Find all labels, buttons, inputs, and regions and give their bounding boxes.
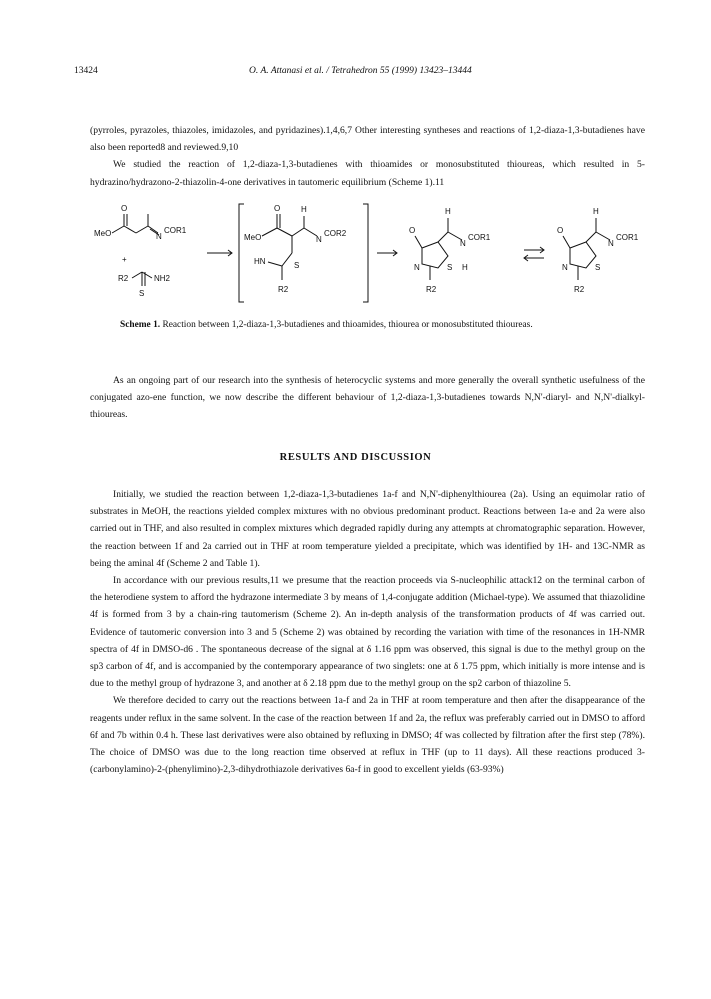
label-r2-3: R2 bbox=[426, 285, 437, 294]
label-o-2: O bbox=[274, 204, 281, 213]
label-o-3: O bbox=[409, 226, 416, 235]
label-n-ring-4: N bbox=[562, 263, 568, 272]
scheme-caption bbox=[120, 320, 533, 330]
label-meo-1: MeO bbox=[94, 229, 112, 238]
journal-citation: O. A. Attanasi et al. / Tetrahedron 55 (1999) 13423–13444 bbox=[249, 66, 472, 76]
label-cor1-1: COR1 bbox=[164, 226, 187, 235]
results-paragraph-2: In accordance with our previous results,11 we presume that the reaction proceeds via S-nucleophilic attack12 on the terminal carbon of the heterodiene system to afford the hydrazone intermediate 3 by means of 1,4-conjugate addition (Michael-type). We assumed that thiazolidine 4f is formed from 3 by a chain-ring tautomerism (Scheme 2). An in-depth analysis of the transformation products of 4f was carried out. Evidence of tautomeric conversion into 3 and 5 (Scheme 2) was obtained by recording the variation with time of the resonances in 1H-NMR spectra of 4f in DMSO-d6 . The spontaneous decrease of the signal at δ 1.16 ppm was observed, this signal is due to the methyl group on the sp3 carbon of 4f, and is accompanied by the contemporary appearance of two singlets: one at δ 1.75 ppm, which initially is more intense and is due to the methyl group of hydrazone 3, and another at δ 2.18 ppm due to the methyl group on the sp2 carbon of thiazoline 5. bbox=[90, 575, 645, 690]
label-r2-2: R2 bbox=[278, 285, 289, 294]
scheme-caption-text: Reaction between 1,2-diaza-1,3-butadienes and thioamides, thiourea or monosubstituted thioureas. bbox=[160, 320, 533, 330]
scheme-1-structures bbox=[92, 198, 642, 310]
label-h-3: H bbox=[445, 207, 451, 216]
label-h-2: H bbox=[301, 205, 307, 214]
label-n-2: N bbox=[316, 235, 322, 244]
label-n-3: N bbox=[460, 239, 466, 248]
label-cor2: COR2 bbox=[324, 229, 347, 238]
ongoing-paragraph: As an ongoing part of our research into the synthesis of heterocyclic systems and more generally the overall synthetic usefulness of the conjugated azo-ene function, we now describe the different behaviour of 1,2-diaza-1,3-butadienes towards N,N'-diaryl- and N,N'-dialkyl-thioureas. bbox=[90, 375, 645, 421]
ongoing-section bbox=[90, 372, 645, 424]
scheme-caption-label: Scheme 1. bbox=[120, 320, 161, 330]
label-s-3: S bbox=[447, 263, 453, 272]
label-o-4: O bbox=[557, 226, 564, 235]
label-n-ring-3: N bbox=[414, 263, 420, 272]
label-s-1: S bbox=[139, 289, 145, 298]
intro-paragraph-1: (pyrroles, pyrazoles, thiazoles, imidazoles, and pyridazines).1,4,6,7 Other interesting syntheses and reactions of 1,2-diaza-1,3-butadienes have also been reported8 and reviewed.9,10 bbox=[90, 125, 645, 154]
label-r2-4: R2 bbox=[574, 285, 585, 294]
results-paragraph-1: Initially, we studied the reaction between 1,2-diaza-1,3-butadienes 1a-f and N,N'-diphenylthiourea (2a). Using an equimolar ratio of substrates in MeOH, the reactions yielded complex mixtures with no obvious predominant product. Reactions between 1a-e and 2a were also carried out in THF, and also resulted in complex mixtures which degraded rapidly during any attempts at chromatographic separation. However, the reaction between 1f and 2a carried out in THF at room temperature yielded a precipitate, which was identified by 1H- and 13C-NMR as being the aminal 4f (Scheme 2 and Table 1). bbox=[90, 489, 645, 569]
label-h-3b: H bbox=[462, 263, 468, 272]
intro-paragraph-2: We studied the reaction of 1,2-diaza-1,3-butadienes with thioamides or monosubstituted thioureas, which resulted in 5-hydrazino/hydrazono-2-thiazolin-4-one derivatives in tautomeric equilibrium (Scheme 1).11 bbox=[90, 159, 645, 188]
label-s-4: S bbox=[595, 263, 601, 272]
label-n-4: N bbox=[608, 239, 614, 248]
label-cor1-3: COR1 bbox=[468, 233, 491, 242]
page-number: 13424 bbox=[74, 66, 98, 76]
label-n-1: N bbox=[156, 232, 162, 241]
results-section bbox=[90, 486, 645, 778]
section-heading: RESULTS AND DISCUSSION bbox=[279, 452, 432, 463]
results-paragraph-3: We therefore decided to carry out the reactions between 1a-f and 2a in THF at room temperature and then after the disappearance of the reagents under reflux in the same solvent. In the case of the reaction between 1f and 2a, the reflux was preferably carried out in DMSO to afford 6f and 7b within 0.4 h. These last derivatives were also obtained by refluxing in DMSO; 4f was collected by filtration after the first step (78%). The choice of DMSO was due to the long reaction time observed at reflux in THF (up to 11 days). All these reactions produced 3-(carbonylamino)-2-(phenylimino)-2,3-dihydrothiazole derivatives 6a-f in good to excellent yields (63-93%) bbox=[90, 695, 645, 776]
label-r2-1: R2 bbox=[118, 274, 129, 283]
label-hn: HN bbox=[254, 257, 266, 266]
intro-section bbox=[90, 122, 645, 191]
label-meo-2: MeO bbox=[244, 233, 262, 242]
label-s-2: S bbox=[294, 261, 300, 270]
label-plus: + bbox=[122, 255, 127, 264]
label-o-1: O bbox=[121, 204, 128, 213]
label-h-4: H bbox=[593, 207, 599, 216]
label-nh2: NH2 bbox=[154, 274, 171, 283]
label-cor1-4: COR1 bbox=[616, 233, 639, 242]
